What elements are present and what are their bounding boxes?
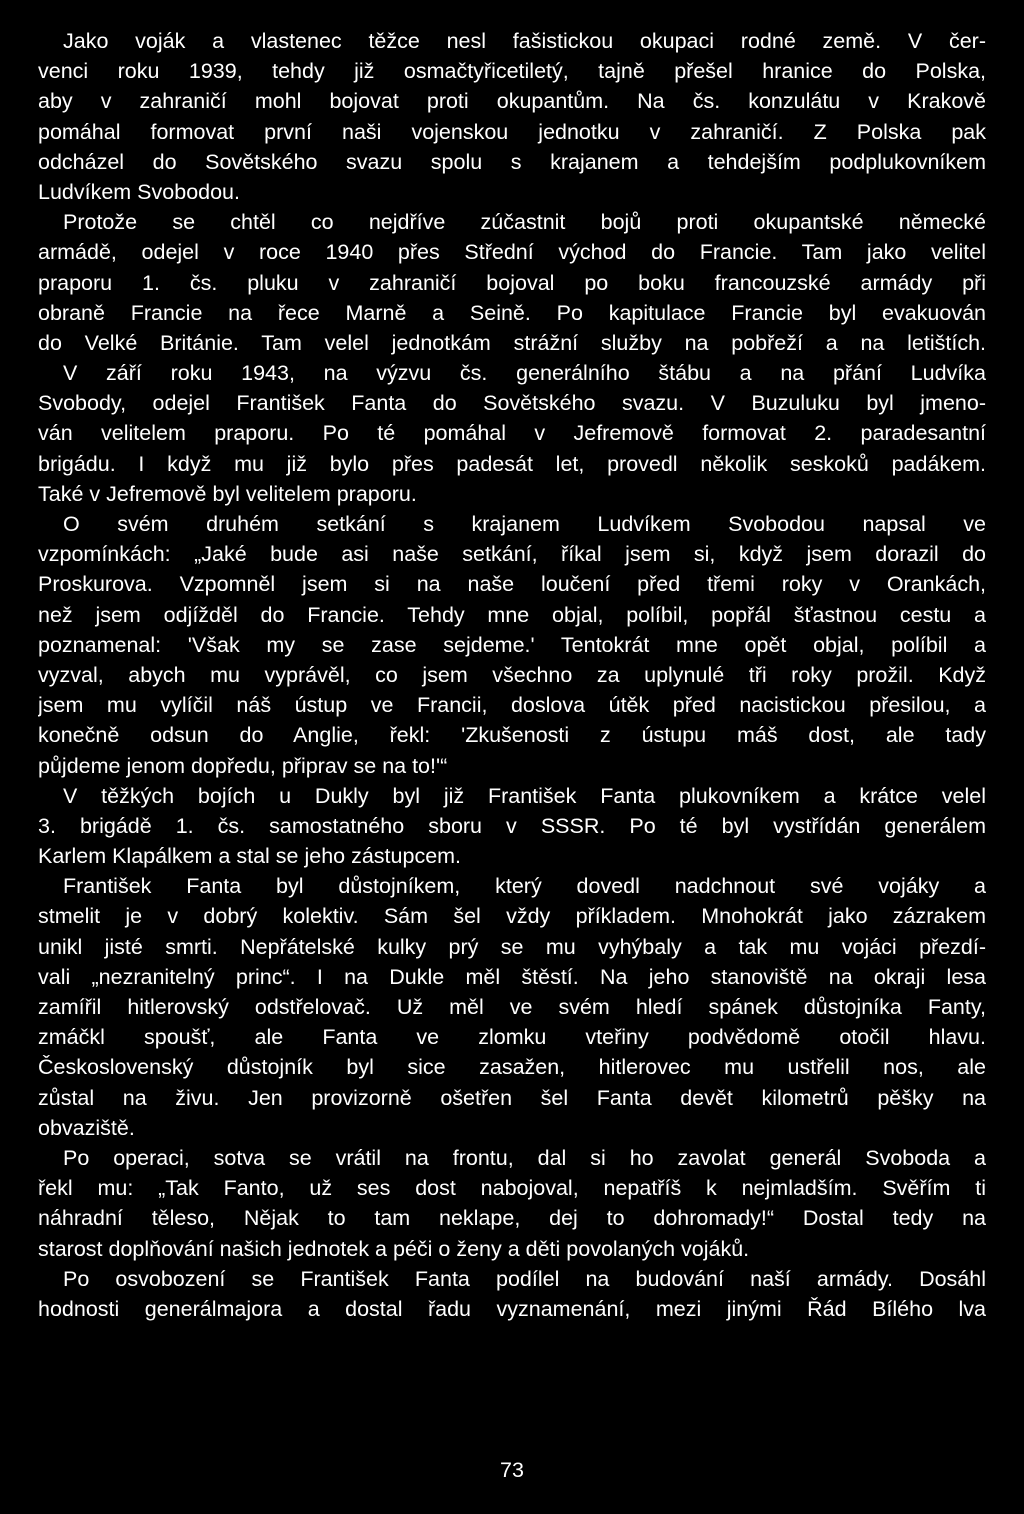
text-line: armádě, odejel v roce 1940 přes Střední východ do Francie. Tam jako velitel xyxy=(38,240,986,265)
text-line: unikl jisté smrti. Nepřátelské kulky prý se mu vyhýbaly a tak mu vojáci přezdí- xyxy=(38,934,986,959)
text-line: ván velitelem praporu. Po té pomáhal v Jefremově formovat 2. paradesantní xyxy=(38,421,986,446)
page-number: 73 xyxy=(500,1458,524,1482)
text-line: vyzval, abych mu vyprávěl, co jsem všechno za uplynulé tři roky prožil. Když xyxy=(38,662,986,687)
text-line: Karlem Klapálkem a stal se jeho zástupcem. xyxy=(38,844,462,869)
text-line: starost doplňování našich jednotek a péči o ženy a děti povolaných vojáků. xyxy=(38,1236,750,1261)
text-line: do Velké Británie. Tam velel jednotkám strážní služby na pobřeží a na letištích. xyxy=(38,330,986,355)
text-line: aby v zahraničí mohl bojovat proti okupantům. Na čs. konzulátu v Krakově xyxy=(38,89,986,114)
text-line: Po osvobození se František Fanta podílel na budování naší armády. Dosáhl xyxy=(63,1266,986,1291)
text-line: než jsem odjížděl do Francie. Tehdy mne objal, políbil, popřál šťastnou cestu a xyxy=(38,602,986,627)
text-line: řekl mu: „Tak Fanto, už ses dost nabojoval, nepatříš k nejmladším. Svěřím ti xyxy=(38,1176,986,1201)
text-line: vzpomínkách: „Jaké bude asi naše setkání, říkal jsem si, když jsem dorazil do xyxy=(38,542,986,567)
text-line: náhradní těleso, Nějak to tam neklape, dej to dohromady!“ Dostal tedy na xyxy=(38,1206,986,1231)
text-line: zůstal na živu. Jen provizorně ošetřen šel Fanta devět kilometrů pěšky na xyxy=(38,1085,986,1110)
text-line: půjdeme jenom dopředu, připrav se na to!'“ xyxy=(38,753,448,778)
text-line: odcházel do Sovětského svazu spolu s krajanem a tehdejším podplukovníkem xyxy=(38,149,986,174)
text-line: vali „nezranitelný princ“. I na Dukle měl štěstí. Na jeho stanoviště na okraji lesa xyxy=(38,964,986,989)
text-line: stmelit je v dobrý kolektiv. Sám šel vždy příkladem. Mnohokrát jako zázrakem xyxy=(38,904,986,929)
text-line: Jako voják a vlastenec těžce nesl fašistickou okupaci rodné země. V čer- xyxy=(63,29,986,53)
text-line: Protože se chtěl co nejdříve zúčastnit bojů proti okupantské německé xyxy=(63,210,986,235)
text-line: praporu 1. čs. pluku v zahraničí bojoval po boku francouzské armády při xyxy=(38,270,986,295)
text-line: konečně odsun do Anglie, řekl: 'Zkušenosti z ústupu máš dost, ale tady xyxy=(38,723,986,748)
text-line: poznamenal: 'Však my se zase sejdeme.' Tentokrát mne opět objal, políbil a xyxy=(38,632,986,657)
text-line: V září roku 1943, na výzvu čs. generálního štábu a na přání Ludvíka xyxy=(63,361,986,386)
text-line: Československý důstojník byl sice zasažen, hitlerovec mu ustřelil nos, ale xyxy=(38,1055,986,1080)
text-line: Proskurova. Vzpomněl jsem si na naše loučení před třemi roky v Orankách, xyxy=(38,572,986,597)
text-line: V těžkých bojích u Dukly byl již František Fanta plukovníkem a krátce velel xyxy=(63,783,986,808)
text-line: brigádu. I když mu již bylo přes padesát let, provedl několik seskoků padákem. xyxy=(38,451,986,476)
text-line: František Fanta byl důstojníkem, který dovedl nadchnout své vojáky a xyxy=(63,874,986,899)
text-line: Ludvíkem Svobodou. xyxy=(38,179,240,204)
text-line: Také v Jefremově byl velitelem praporu. xyxy=(38,481,417,506)
text-line: Svobody, odejel František Fanta do Sovětského svazu. V Buzuluku byl jmeno- xyxy=(38,391,986,416)
text-line: jsem mu vylíčil náš ústup ve Francii, doslova útěk před nacistickou přesilou, a xyxy=(38,693,986,718)
text-line: 3. brigádě 1. čs. samostatného sboru v SSSR. Po té byl vystřídán generálem xyxy=(38,813,986,838)
text-line: pomáhal formovat první naši vojenskou jednotku v zahraničí. Z Polska pak xyxy=(38,119,986,144)
text-line: zmáčkl spoušť, ale Fanta ve zlomku vteřiny podvědomě otočil hlavu. xyxy=(38,1025,986,1050)
text-line: O svém druhém setkání s krajanem Ludvíkem Svobodou napsal ve xyxy=(63,512,986,536)
text-line: zamířil hitlerovský odstřelovač. Už měl ve svém hledí spánek důstojníka Fanty, xyxy=(38,995,986,1019)
text-line: Po operaci, sotva se vrátil na frontu, dal si ho zavolat generál Svoboda a xyxy=(63,1145,986,1170)
text-line: obvaziště. xyxy=(38,1115,135,1140)
text-line: obraně Francie na řece Marně a Seině. Po kapitulace Francie byl evakuován xyxy=(38,300,986,325)
text-line: hodnosti generálmajora a dostal řadu vyznamenání, mezi jinými Řád Bílého lva xyxy=(38,1296,986,1321)
document-body xyxy=(38,26,986,1324)
text-line: venci roku 1939, tehdy již osmačtyřicetiletý, tajně přešel hranice do Polska, xyxy=(38,59,986,84)
